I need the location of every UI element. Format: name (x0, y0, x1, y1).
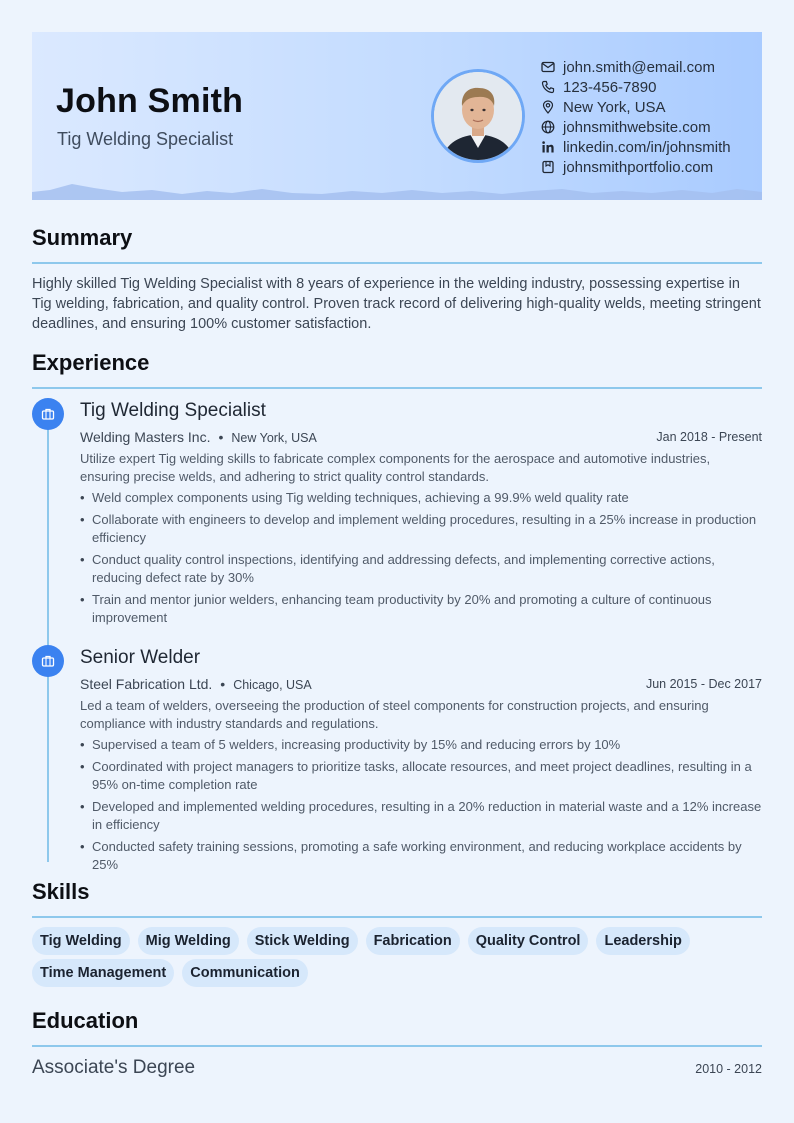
mail-icon (541, 60, 555, 74)
mountain-decoration (32, 180, 762, 200)
list-item: • Weld complex components using Tig welding techniques, achieving a 99.9% weld quality rate (80, 489, 762, 507)
skill-chip: Fabrication (366, 927, 460, 955)
list-item: • Developed and implemented welding procedures, resulting in a 20% reduction in material waste and a 12% increase in efficiency (80, 798, 762, 834)
job-entry (80, 644, 762, 878)
job-location: Chicago, USA (233, 678, 312, 692)
linkedin-icon (541, 140, 555, 154)
job-meta (80, 425, 762, 449)
job-description: Utilize expert Tig welding skills to fabricate complex components for the aerospace and automotive industries, ensuring precise welds, and adhering to strict quality control standards. (80, 451, 711, 484)
list-item: • Collaborate with engineers to develop and implement welding procedures, resulting in a 25% increase in production efficiency (80, 511, 762, 547)
summary-heading: Summary (32, 225, 133, 250)
list-item: • Coordinated with project managers to prioritize tasks, allocate resources, and meet project deadlines, resulting in a 95% on-time completion rate (80, 758, 762, 794)
resume-header (32, 32, 762, 200)
list-item: • Train and mentor junior welders, enhancing team productivity by 20% and promoting a culture of continuous improvement (80, 591, 762, 627)
separator-dot: • (220, 676, 226, 692)
list-item: • Conducted safety training sessions, promoting a safe working environment, and reducing workplace accidents by 25% (80, 838, 762, 874)
briefcase-icon (41, 654, 55, 668)
skills-list (32, 927, 762, 987)
globe-icon (541, 120, 555, 134)
job-company: Welding Masters Inc. (80, 429, 211, 445)
timeline-marker (32, 398, 64, 430)
contact-portfolio[interactable] (541, 157, 731, 177)
briefcase-icon (41, 407, 55, 421)
skill-chip: Communication (182, 959, 308, 987)
contact-website[interactable] (541, 117, 731, 137)
skills-heading: Skills (32, 879, 90, 904)
avatar (431, 69, 525, 163)
summary-text: Highly skilled Tig Welding Specialist with 8 years of experience in the welding industry, possessing expertise in Tig welding, fabrication, and quality control. Proven track record of delivering high-quality welds, meeting stringent deadlines, and ensuring 100% customer satisfaction. (32, 276, 761, 332)
education-heading: Education (32, 1008, 139, 1033)
experience-heading: Experience (32, 350, 150, 375)
website-text: johnsmithwebsite.com (563, 118, 711, 136)
phone-icon (541, 80, 555, 94)
candidate-title: Tig Welding Specialist (57, 129, 234, 149)
job-achievements (80, 489, 762, 627)
skill-chip: Tig Welding (32, 927, 130, 955)
job-title: Tig Welding Specialist (80, 400, 266, 421)
skill-chip: Quality Control (468, 927, 589, 955)
list-item: • Conduct quality control inspections, identifying and addressing defects, and implementing corrective actions, reducing defect rate by 30% (80, 551, 762, 587)
contact-linkedin[interactable] (541, 137, 731, 157)
contact-email[interactable] (541, 57, 731, 77)
timeline-marker (32, 645, 64, 677)
contact-list (541, 57, 731, 177)
education-degree: Associate's Degree (32, 1057, 196, 1078)
skill-chip: Mig Welding (138, 927, 239, 955)
skills-divider (32, 916, 762, 918)
timeline-line (47, 416, 49, 862)
experience-divider (32, 387, 762, 389)
job-achievements (80, 736, 762, 874)
job-description: Led a team of welders, overseeing the production of steel components for construction projects, and ensuring compliance with industry standards and regulations. (80, 698, 709, 731)
job-dates: Jun 2015 - Dec 2017 (645, 677, 762, 691)
contact-phone[interactable] (541, 77, 731, 97)
candidate-name: John Smith (56, 82, 244, 120)
education-dates: 2010 - 2012 (695, 1062, 762, 1076)
skill-chip: Time Management (32, 959, 174, 987)
job-entry (80, 397, 762, 631)
job-title: Senior Welder (80, 647, 201, 668)
email-text: john.smith@email.com (563, 58, 715, 76)
job-meta (80, 672, 762, 696)
resume-page (32, 32, 762, 1078)
linkedin-text: linkedin.com/in/johnsmith (563, 138, 731, 156)
skill-chip: Stick Welding (247, 927, 358, 955)
education-divider (32, 1045, 762, 1047)
skill-chip: Leadership (596, 927, 689, 955)
job-company: Steel Fabrication Ltd. (80, 676, 213, 692)
portfolio-text: johnsmithportfolio.com (563, 158, 714, 176)
portfolio-icon (541, 160, 555, 174)
job-location: New York, USA (231, 431, 317, 445)
profile-photo (434, 72, 522, 160)
phone-text: 123-456-7890 (563, 78, 657, 96)
location-text: New York, USA (563, 98, 666, 116)
separator-dot: • (218, 429, 224, 445)
job-dates: Jan 2018 - Present (656, 430, 762, 444)
contact-location (541, 97, 731, 117)
location-pin-icon (541, 100, 555, 114)
summary-divider (32, 262, 762, 264)
list-item: • Supervised a team of 5 welders, increasing productivity by 15% and reducing errors by 10% (80, 736, 762, 754)
